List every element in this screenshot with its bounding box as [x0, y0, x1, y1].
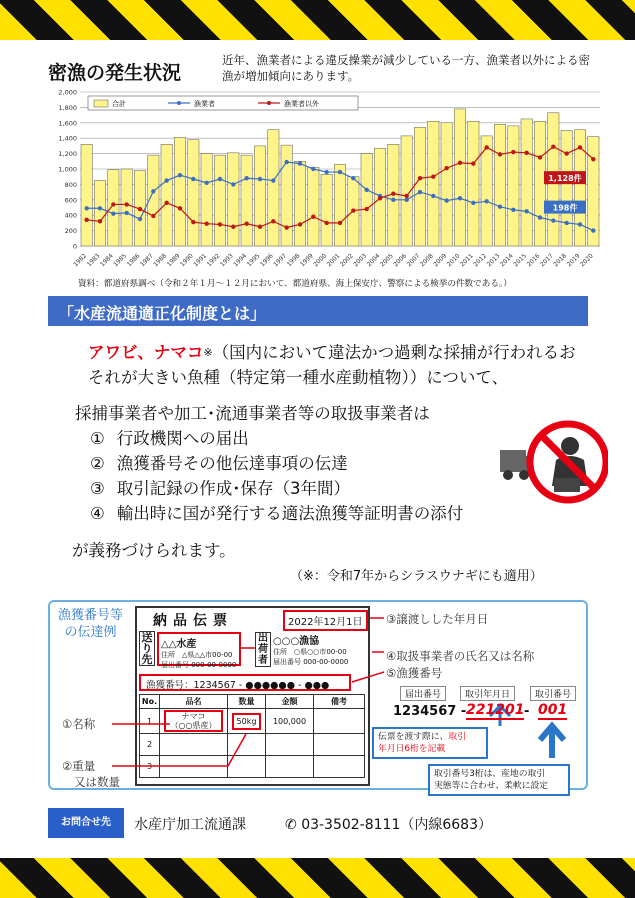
data-point [351, 176, 355, 180]
col-header: 品名 [160, 695, 228, 709]
bar [414, 127, 425, 246]
data-point [591, 228, 595, 232]
data-point [404, 198, 408, 202]
x-tick-label: 2005 [378, 252, 395, 269]
data-point [324, 170, 328, 174]
data-point [84, 218, 88, 222]
bar [201, 154, 212, 246]
data-point [244, 221, 248, 225]
data-point [564, 221, 568, 225]
data-point [164, 178, 168, 182]
contact-tag: お問合せ先 [48, 808, 124, 838]
y-tick-label: 2,000 [58, 88, 77, 97]
bar [294, 161, 305, 246]
data-point [511, 150, 515, 154]
number-dash: - [524, 704, 530, 719]
legend-label: 合計 [112, 100, 126, 108]
col-header: 数量 [228, 695, 266, 709]
data-point [378, 196, 382, 200]
bar [174, 137, 185, 246]
bar [228, 153, 239, 246]
y-tick-label: 1,000 [58, 165, 77, 174]
asterisk: ※ [203, 346, 213, 359]
bar [521, 119, 532, 246]
data-point [98, 219, 102, 223]
data-point [191, 177, 195, 181]
item-text: 輸出時に国が発行する適法漁獲等証明書の添付 [116, 504, 464, 523]
x-tick-label: 1987 [138, 252, 155, 269]
closing-text: が義務づけられます。 [72, 541, 236, 560]
x-tick-label: 2003 [352, 252, 369, 269]
bar [361, 154, 372, 246]
x-tick-label: 1992 [205, 252, 222, 269]
data-point [484, 145, 488, 149]
x-tick-label: 1999 [298, 252, 315, 269]
data-point [458, 196, 462, 200]
data-point [284, 225, 288, 229]
data-point [444, 166, 448, 170]
item-name: ナマコ [181, 712, 206, 721]
phone-number: 03-3502-8111（内線6683） [301, 817, 492, 833]
x-tick-label: 1985 [112, 252, 129, 269]
shipper-name: ○○○漁協 [273, 636, 320, 647]
table-header-row [140, 695, 365, 709]
data-point [284, 160, 288, 164]
data-point [258, 177, 262, 181]
annotation-label: 1,128件 [548, 174, 582, 184]
data-point [498, 152, 502, 156]
section-heading: 「水産流通適正化制度とは」 [48, 296, 588, 326]
y-tick-label: 0 [72, 242, 77, 251]
col-header: 金額 [266, 695, 314, 709]
item-text: 漁獲番号その他伝達事項の伝達 [116, 454, 348, 473]
data-point [444, 198, 448, 202]
bar [321, 174, 332, 246]
data-point [298, 222, 302, 226]
example-title [58, 607, 123, 641]
list-item [90, 501, 463, 526]
data-point [111, 211, 115, 215]
x-tick-label: 2018 [552, 252, 569, 269]
slip-title: 納品伝票 [153, 613, 233, 629]
bar [508, 126, 519, 246]
x-tick-label: 2007 [405, 252, 422, 269]
x-tick-label: 1988 [152, 252, 169, 269]
bar [254, 146, 265, 246]
data-point [311, 167, 315, 171]
receiver-address: 住所 △県△△市00-00 [161, 651, 233, 659]
row-no: 1 [140, 709, 160, 734]
bar [468, 121, 479, 246]
x-tick-label: 1984 [98, 252, 115, 269]
shipper-label: 出荷者 [255, 632, 271, 667]
bar [308, 167, 319, 246]
legend-swatch [94, 100, 108, 107]
legend-swatch-point [267, 101, 271, 105]
trade-date-number: 221201 [466, 702, 525, 718]
data-point [391, 198, 395, 202]
data-point [538, 215, 542, 219]
data-point [431, 175, 435, 179]
data-point [98, 206, 102, 210]
data-point [324, 221, 328, 225]
x-tick-label: 1989 [165, 252, 182, 269]
example-title-line1: 漁獲番号等 [58, 608, 124, 623]
item-number: ④ [90, 504, 105, 523]
data-point [484, 199, 488, 203]
bar [454, 109, 465, 246]
data-point [218, 222, 222, 226]
bar [494, 124, 505, 246]
shipper-address: 住所 ○県○○市00-00 [273, 648, 347, 656]
bar [214, 155, 225, 246]
data-point [578, 145, 582, 149]
hazard-stripe-top [0, 0, 635, 40]
x-tick-label: 1986 [125, 252, 142, 269]
y-tick-label: 1,600 [58, 119, 77, 128]
x-tick-label: 2004 [365, 252, 382, 269]
bar [188, 140, 199, 246]
footnote: （※：令和7年からシラスウナギにも適用） [290, 569, 543, 584]
data-point [511, 208, 515, 212]
contact-phone[interactable] [285, 814, 492, 834]
slip-date: 2022年12月1日 [283, 610, 368, 631]
data-point [178, 206, 182, 210]
shipper-box [273, 632, 365, 667]
note-date-a: 伝票を渡す際に、 [378, 732, 449, 742]
data-point [498, 205, 502, 209]
data-point [124, 211, 128, 215]
callout-name: ①名称 [62, 717, 96, 731]
species-name: アワビ、ナマコ [88, 343, 204, 362]
receiver-name: △△水産 [161, 639, 197, 650]
x-tick-label: 2017 [538, 252, 555, 269]
send-to-label: 送り先 [139, 631, 155, 666]
legend-label: 漁業者 [194, 100, 215, 108]
data-point [338, 221, 342, 225]
data-point [591, 157, 595, 161]
x-tick-label: 2011 [458, 252, 475, 269]
bar [561, 131, 572, 247]
list-item [90, 476, 463, 501]
phone-icon: ✆ [285, 817, 297, 833]
y-tick-label: 200 [64, 227, 77, 236]
label-reg-number: 届出番号 [400, 686, 446, 701]
reg-number: 1234567 - [393, 704, 467, 719]
x-tick-label: 2008 [418, 252, 435, 269]
item-number: ① [90, 429, 105, 448]
receiver-box [157, 632, 241, 669]
table-row [140, 734, 365, 756]
note-seq-a: 取引番号3桁は、産地の取引 [434, 769, 546, 779]
y-tick-label: 400 [64, 211, 77, 220]
data-point [524, 209, 528, 213]
x-tick-label: 2000 [312, 252, 329, 269]
receiver-reg: 届出番号 000-00-0000 [161, 661, 237, 669]
x-tick-label: 1982 [72, 252, 89, 269]
hazard-stripe-bottom [0, 858, 635, 898]
data-point [164, 201, 168, 205]
data-point [231, 225, 235, 229]
data-point [351, 208, 355, 212]
data-point [271, 219, 275, 223]
chart-source: 資料：都道府県調べ（令和２年１月～１２月において、都道府県、海上保安庁、警察による検挙の件数である。） [78, 279, 512, 289]
data-point [418, 176, 422, 180]
x-tick-label: 1997 [272, 252, 289, 269]
bar [161, 144, 172, 246]
x-tick-label: 2015 [512, 252, 529, 269]
x-tick-label: 2019 [565, 252, 582, 269]
item-number: ③ [90, 479, 105, 498]
duties-list [90, 426, 463, 526]
data-point [551, 218, 555, 222]
note-seq [428, 764, 570, 796]
data-point [151, 214, 155, 218]
x-tick-label: 1994 [232, 252, 249, 269]
row-qty [228, 709, 266, 734]
x-tick-label: 2020 [578, 252, 595, 269]
y-tick-label: 800 [64, 180, 77, 189]
bar [534, 121, 545, 246]
catch-number: 漁獲番号：1234567 - ●●●●●● - ●●● [139, 674, 351, 691]
data-point [404, 194, 408, 198]
data-point [244, 176, 248, 180]
data-point [191, 220, 195, 224]
data-point [84, 206, 88, 210]
row-no: 2 [140, 734, 160, 756]
data-point [124, 202, 128, 206]
col-header: 備考 [314, 695, 365, 709]
data-point [364, 207, 368, 211]
intro-text: （国内において違法かつ過剰な採捕が行われるおそれが大きい魚種（特定第一種水産動植物））について、 [88, 343, 576, 387]
data-point [471, 201, 475, 205]
x-tick-label: 1996 [258, 252, 275, 269]
example-title-line2: の伝達例 [64, 625, 117, 640]
x-tick-label: 2009 [432, 252, 449, 269]
data-point [138, 207, 142, 211]
items-table [139, 694, 365, 778]
data-point [431, 194, 435, 198]
x-tick-label: 1993 [218, 252, 235, 269]
callout-weight: ②重量 [62, 759, 96, 773]
summary-text: 近年、漁業者による違反操業が減少している一方、漁業者以外による密漁が増加傾向にあります。 [222, 53, 590, 83]
bar [241, 155, 252, 246]
x-tick-label: 1983 [85, 252, 102, 269]
note-seq-b: 実態等に合わせ、柔軟に設定 [434, 781, 549, 791]
row-note [314, 709, 365, 734]
x-tick-label: 1998 [285, 252, 302, 269]
row-no: 3 [140, 756, 160, 778]
y-tick-label: 1,400 [58, 134, 77, 143]
note-date-b: 取引 [448, 732, 466, 742]
bar [441, 123, 452, 246]
poaching-chart [48, 86, 608, 276]
bar [94, 181, 105, 246]
y-tick-label: 1,200 [58, 150, 77, 159]
item-origin: （○○県産） [170, 721, 217, 730]
x-tick-label: 2012 [472, 252, 489, 269]
x-tick-label: 2016 [525, 252, 542, 269]
data-point [151, 189, 155, 193]
data-point [298, 161, 302, 165]
data-point [311, 215, 315, 219]
bar [428, 121, 439, 246]
x-tick-label: 1991 [192, 252, 209, 269]
data-point [538, 155, 542, 159]
note-date-c: 年月日6桁を記載 [378, 744, 446, 754]
label-trade-date: 取引年月日 [460, 686, 515, 701]
data-point [458, 161, 462, 165]
legend-label: 漁業者以外 [284, 100, 319, 108]
label-trade-number: 取引番号 [530, 686, 576, 701]
bar [334, 164, 345, 246]
bar [81, 144, 92, 246]
data-point [271, 178, 275, 182]
data-point [391, 191, 395, 195]
data-point [204, 181, 208, 185]
data-point [551, 144, 555, 148]
data-point [471, 161, 475, 165]
data-point [338, 170, 342, 174]
contact-department: 水産庁加工流通課 [134, 817, 246, 833]
page-title: 密漁の発生状況 [48, 62, 182, 84]
table-row [140, 756, 365, 778]
x-tick-label: 2001 [325, 252, 342, 269]
subject-text: 採捕事業者や加工･流通事業者等の取扱事業者は [75, 404, 430, 423]
no-poaching-icon [498, 420, 608, 505]
intro-paragraph [88, 340, 588, 390]
callout-qty: 又は数量 [74, 775, 120, 789]
y-tick-label: 1,800 [58, 103, 77, 112]
x-tick-label: 1995 [245, 252, 262, 269]
x-tick-label: 2002 [338, 252, 355, 269]
data-point [218, 177, 222, 181]
item-number: ② [90, 454, 105, 473]
x-tick-label: 2013 [485, 252, 502, 269]
y-tick-label: 600 [64, 196, 77, 205]
x-tick-label: 2014 [498, 252, 515, 269]
data-point [578, 222, 582, 226]
list-item [90, 426, 463, 451]
callout-handler: ④取扱事業者の氏名又は名称 [386, 649, 535, 663]
x-tick-label: 2006 [392, 252, 409, 269]
data-point [178, 173, 182, 177]
col-header: No. [140, 695, 160, 709]
row-amount: 100,000 [266, 709, 314, 734]
item-text: 行政機関への届出 [116, 429, 249, 448]
shipper-reg: 届出番号 000-00-0000 [273, 658, 349, 666]
item-text: 取引記録の作成･保存（3年間） [116, 479, 351, 498]
bar [108, 170, 119, 246]
annotation-label: 198件 [552, 203, 578, 213]
x-tick-label: 1990 [178, 252, 195, 269]
list-item [90, 451, 463, 476]
row-name [160, 709, 228, 734]
callout-date: ③譲渡しした年月日 [386, 612, 489, 626]
item-qty: 50kg [232, 713, 262, 730]
callout-catch: ⑤漁獲番号 [386, 666, 443, 680]
bar [121, 169, 132, 246]
data-point [524, 151, 528, 155]
data-point [138, 217, 142, 221]
data-point [418, 190, 422, 194]
x-tick-label: 2010 [445, 252, 462, 269]
data-point [258, 225, 262, 229]
note-date [372, 727, 488, 759]
data-point [204, 221, 208, 225]
data-point [111, 202, 115, 206]
trade-seq-number: 001 [538, 702, 568, 718]
data-point [564, 151, 568, 155]
data-point [231, 182, 235, 186]
legend-swatch-point [177, 101, 181, 105]
bar [268, 130, 279, 246]
data-point [364, 188, 368, 192]
table-row [140, 709, 365, 734]
